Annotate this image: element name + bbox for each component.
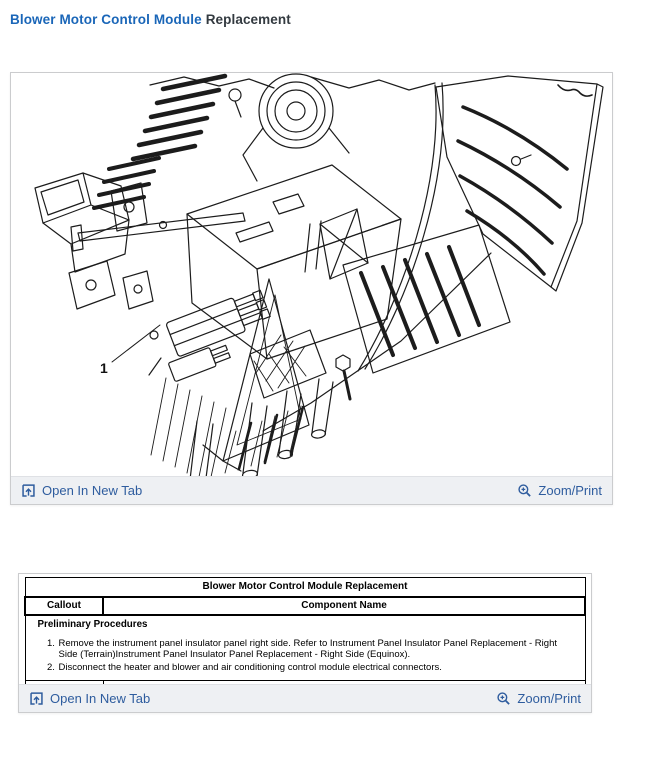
table-open-in-new-tab-label: Open In New Tab xyxy=(50,691,151,706)
figure-open-in-new-tab-label: Open In New Tab xyxy=(42,483,143,498)
preliminary-procedures-heading: Preliminary Procedures xyxy=(37,619,148,630)
figure-card xyxy=(10,72,613,505)
figure-zoom-print-label: Zoom/Print xyxy=(538,483,602,498)
preliminary-procedures-cell xyxy=(25,615,585,681)
procedure-table-wrap xyxy=(19,574,591,698)
procedure-table-card xyxy=(18,573,592,713)
procedure-table xyxy=(24,577,586,698)
table-zoom-print-button[interactable] xyxy=(496,691,581,706)
page-title-action: Replacement xyxy=(205,12,291,27)
hvac-assembly-diagram xyxy=(11,73,612,477)
table-open-in-new-tab-button[interactable] xyxy=(29,691,150,706)
table-zoom-print-label: Zoom/Print xyxy=(517,691,581,706)
table-card-footer xyxy=(19,684,591,712)
figure-open-in-new-tab-button[interactable] xyxy=(21,483,142,498)
column-header-component-name: Component Name xyxy=(103,597,585,616)
preliminary-step-1: 1. Remove the instrument panel insulator panel right side. Refer to Instrument Panel Insulator Panel Replacement - Right Side (Terrain)Instrument Panel Insulator Panel Replacement - Right Side (Equinox). xyxy=(58,639,575,661)
column-header-callout: Callout xyxy=(25,597,103,616)
open-in-new-tab-icon xyxy=(21,483,36,498)
preliminary-step-2: 2. Disconnect the heater and blower and air conditioning control module electrical connectors. xyxy=(58,663,575,674)
zoom-icon xyxy=(496,691,511,706)
preliminary-steps-list xyxy=(32,639,575,674)
figure-card-footer xyxy=(11,476,612,504)
figure-zoom-print-button[interactable] xyxy=(517,483,602,498)
table-title: Blower Motor Control Module Replacement xyxy=(25,578,585,597)
page-title-module: Blower Motor Control Module xyxy=(10,12,202,27)
callout-1-label: 1 xyxy=(100,360,108,376)
figure-area xyxy=(11,73,612,477)
page-title xyxy=(10,12,291,27)
open-in-new-tab-icon xyxy=(29,691,44,706)
zoom-icon xyxy=(517,483,532,498)
